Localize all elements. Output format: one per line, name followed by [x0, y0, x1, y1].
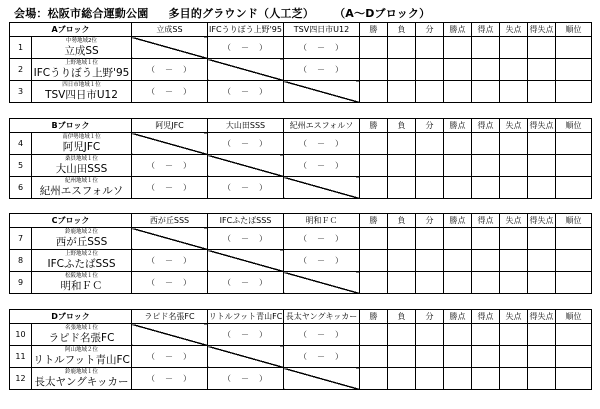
- stat-cell: [556, 250, 592, 272]
- stat-cell: [472, 324, 500, 346]
- team-cell: [32, 177, 132, 199]
- score-cell: （ － ）: [284, 324, 360, 346]
- stat-cell: [444, 59, 472, 81]
- field-label: 多目的グラウンド（人工芝）: [168, 7, 315, 20]
- team-row: [10, 272, 592, 294]
- team-name: TSV四日市U12: [45, 88, 118, 101]
- stat-cell: [500, 155, 528, 177]
- venue-label: 会場：松阪市総合運動公園: [14, 7, 149, 20]
- stat-cell: [500, 324, 528, 346]
- team-row: [10, 324, 592, 346]
- score-cell: （ － ）: [208, 324, 284, 346]
- stat-cell: [528, 324, 556, 346]
- stat-header: 失点: [500, 119, 528, 133]
- stat-cell: [528, 228, 556, 250]
- stat-cell: [360, 228, 388, 250]
- team-number: 11: [10, 346, 32, 368]
- stat-cell: [528, 250, 556, 272]
- stat-cell: [472, 250, 500, 272]
- stat-cell: [416, 177, 444, 199]
- stat-cell: [556, 346, 592, 368]
- opponent-header: 明和ＦＣ: [284, 214, 360, 228]
- team-name: 大山田SSS: [55, 162, 108, 175]
- stat-cell: [472, 37, 500, 59]
- stat-cell: [500, 37, 528, 59]
- team-row: [10, 228, 592, 250]
- self-match-cell: [284, 81, 360, 103]
- score-cell: （ － ）: [284, 59, 360, 81]
- team-region: 阿山地域２位: [65, 347, 99, 353]
- stat-cell: [528, 81, 556, 103]
- self-match-cell: [132, 133, 208, 155]
- self-match-cell: [208, 59, 284, 81]
- stat-cell: [360, 155, 388, 177]
- stat-header: 負: [388, 23, 416, 37]
- team-name: IFCふたばSSS: [47, 257, 116, 270]
- stat-cell: [444, 324, 472, 346]
- stat-cell: [416, 155, 444, 177]
- stat-cell: [444, 250, 472, 272]
- team-number: 12: [10, 368, 32, 390]
- stat-cell: [444, 133, 472, 155]
- self-match-cell: [208, 155, 284, 177]
- block-header-row: [10, 23, 592, 37]
- stat-header: 得点: [472, 214, 500, 228]
- opponent-header: ラピド名張FC: [132, 310, 208, 324]
- opponent-header: IFCふたばSSS: [208, 214, 284, 228]
- team-row: [10, 133, 592, 155]
- stat-cell: [528, 346, 556, 368]
- stat-header: 得点: [472, 310, 500, 324]
- score-cell: （ － ）: [284, 346, 360, 368]
- score-cell: （ － ）: [132, 250, 208, 272]
- team-region: 南伊勢地域１位: [62, 134, 101, 140]
- stat-cell: [360, 37, 388, 59]
- score-cell: （ － ）: [284, 133, 360, 155]
- stat-header: 得失点: [528, 23, 556, 37]
- team-cell: [32, 324, 132, 346]
- score-cell: （ － ）: [132, 59, 208, 81]
- team-row: [10, 346, 592, 368]
- team-name: ラピド名張FC: [48, 331, 115, 344]
- stat-cell: [500, 228, 528, 250]
- team-name: リトルフット青山FC: [33, 353, 130, 366]
- score-cell: （ － ）: [208, 272, 284, 294]
- stat-cell: [528, 155, 556, 177]
- team-name: 明和ＦＣ: [60, 279, 103, 292]
- stat-cell: [500, 346, 528, 368]
- stat-header: 分: [416, 214, 444, 228]
- page-header: [14, 5, 446, 21]
- team-region: 名張地域１位: [65, 325, 99, 331]
- opponent-header: 阿児JFC: [132, 119, 208, 133]
- stat-header: 負: [388, 214, 416, 228]
- stat-cell: [360, 346, 388, 368]
- score-cell: （ － ）: [208, 81, 284, 103]
- score-cell: （ － ）: [132, 155, 208, 177]
- stat-header: 得点: [472, 119, 500, 133]
- stat-cell: [416, 37, 444, 59]
- stat-cell: [416, 272, 444, 294]
- score-cell: （ － ）: [208, 177, 284, 199]
- stat-cell: [500, 59, 528, 81]
- stat-header: 分: [416, 23, 444, 37]
- stat-cell: [388, 81, 416, 103]
- stat-cell: [360, 368, 388, 390]
- stat-cell: [472, 272, 500, 294]
- stat-cell: [444, 228, 472, 250]
- opponent-header: リトルフット青山FC: [208, 310, 284, 324]
- stat-header: 勝点: [444, 214, 472, 228]
- team-number: 3: [10, 81, 32, 103]
- stat-cell: [500, 250, 528, 272]
- stat-cell: [360, 133, 388, 155]
- stat-cell: [556, 272, 592, 294]
- block-range-label: （A～Dブロック）: [334, 7, 431, 20]
- stat-cell: [360, 177, 388, 199]
- stat-cell: [388, 59, 416, 81]
- stat-cell: [360, 250, 388, 272]
- team-region: 上野地域２位: [64, 251, 98, 257]
- stat-header: 失点: [500, 310, 528, 324]
- stat-cell: [472, 81, 500, 103]
- team-number: 7: [10, 228, 32, 250]
- stat-header: 得点: [472, 23, 500, 37]
- opponent-header: 紀州エスフォルソ: [284, 119, 360, 133]
- team-region: 中勢地域2位: [66, 38, 97, 44]
- stat-cell: [556, 177, 592, 199]
- block-header-row: [10, 310, 592, 324]
- team-row: [10, 177, 592, 199]
- score-cell: （ － ）: [132, 81, 208, 103]
- stat-header: 勝: [360, 23, 388, 37]
- block-table: [9, 309, 592, 390]
- block-header-row: [10, 214, 592, 228]
- stat-header: 順位: [556, 310, 592, 324]
- stat-cell: [500, 133, 528, 155]
- stat-cell: [528, 272, 556, 294]
- stat-cell: [388, 250, 416, 272]
- block-table: [9, 213, 592, 294]
- stat-cell: [556, 59, 592, 81]
- stat-cell: [388, 346, 416, 368]
- score-cell: （ － ）: [284, 228, 360, 250]
- stat-cell: [360, 81, 388, 103]
- team-row: [10, 250, 592, 272]
- team-region: 上野地域１位: [64, 60, 98, 66]
- team-name: 立成SS: [64, 44, 99, 57]
- stat-header: 勝点: [444, 310, 472, 324]
- stat-cell: [528, 368, 556, 390]
- team-name: 阿児JFC: [62, 140, 101, 153]
- stat-cell: [416, 133, 444, 155]
- stat-header: 得失点: [528, 310, 556, 324]
- team-cell: [32, 81, 132, 103]
- stat-cell: [360, 59, 388, 81]
- opponent-header: 立成SS: [132, 23, 208, 37]
- stat-cell: [556, 133, 592, 155]
- stat-cell: [444, 155, 472, 177]
- stat-cell: [500, 81, 528, 103]
- stat-header: 失点: [500, 214, 528, 228]
- team-region: 鈴鹿地域２位: [64, 229, 98, 235]
- stat-header: 順位: [556, 119, 592, 133]
- stat-cell: [472, 177, 500, 199]
- stat-cell: [388, 368, 416, 390]
- team-number: 8: [10, 250, 32, 272]
- stat-cell: [388, 37, 416, 59]
- stat-cell: [556, 228, 592, 250]
- score-cell: （ － ）: [208, 133, 284, 155]
- stat-cell: [360, 324, 388, 346]
- stat-cell: [500, 177, 528, 199]
- team-cell: [32, 250, 132, 272]
- team-number: 6: [10, 177, 32, 199]
- block-name: Aブロック: [10, 23, 132, 37]
- self-match-cell: [284, 177, 360, 199]
- self-match-cell: [132, 324, 208, 346]
- stat-cell: [388, 228, 416, 250]
- self-match-cell: [208, 346, 284, 368]
- opponent-header: TSV四日市U12: [284, 23, 360, 37]
- team-region: 紀州地域１位: [64, 178, 98, 184]
- stat-cell: [388, 177, 416, 199]
- stat-cell: [556, 324, 592, 346]
- score-cell: （ － ）: [208, 368, 284, 390]
- score-cell: （ － ）: [132, 346, 208, 368]
- stat-header: 勝: [360, 310, 388, 324]
- stat-cell: [556, 155, 592, 177]
- opponent-header: 大山田SSS: [208, 119, 284, 133]
- team-row: [10, 81, 592, 103]
- team-row: [10, 59, 592, 81]
- team-number: 1: [10, 37, 32, 59]
- team-name: 紀州エスフォルソ: [39, 184, 124, 197]
- stat-cell: [528, 37, 556, 59]
- team-number: 5: [10, 155, 32, 177]
- team-cell: [32, 272, 132, 294]
- team-number: 2: [10, 59, 32, 81]
- block-header-row: [10, 119, 592, 133]
- stat-header: 勝: [360, 214, 388, 228]
- self-match-cell: [208, 250, 284, 272]
- team-cell: [32, 228, 132, 250]
- stat-cell: [416, 250, 444, 272]
- stat-header: 得失点: [528, 119, 556, 133]
- team-row: [10, 37, 592, 59]
- block-name: Bブロック: [10, 119, 132, 133]
- stat-header: 勝点: [444, 23, 472, 37]
- stat-cell: [472, 346, 500, 368]
- stat-header: 勝点: [444, 119, 472, 133]
- team-cell: [32, 37, 132, 59]
- score-cell: （ － ）: [284, 250, 360, 272]
- team-region: 鈴鹿地域１位: [65, 369, 99, 375]
- stat-cell: [472, 155, 500, 177]
- team-cell: [32, 133, 132, 155]
- block-table: [9, 118, 592, 199]
- stat-cell: [388, 272, 416, 294]
- stat-cell: [416, 324, 444, 346]
- stat-cell: [556, 37, 592, 59]
- score-cell: （ － ）: [132, 272, 208, 294]
- stat-cell: [528, 133, 556, 155]
- team-number: 9: [10, 272, 32, 294]
- team-cell: [32, 155, 132, 177]
- stat-cell: [444, 368, 472, 390]
- stat-cell: [528, 177, 556, 199]
- score-cell: （ － ）: [284, 155, 360, 177]
- stat-cell: [444, 272, 472, 294]
- stat-cell: [444, 346, 472, 368]
- stat-cell: [416, 81, 444, 103]
- stat-cell: [360, 272, 388, 294]
- stat-header: 負: [388, 119, 416, 133]
- team-region: 桑員地域１位: [64, 156, 98, 162]
- team-name: IFCうりぼう上野'95: [33, 66, 130, 79]
- team-region: 松阪地域１位: [64, 273, 98, 279]
- stat-cell: [388, 155, 416, 177]
- stat-cell: [472, 228, 500, 250]
- team-row: [10, 155, 592, 177]
- opponent-header: 西が丘SSS: [132, 214, 208, 228]
- stat-cell: [444, 81, 472, 103]
- stat-header: 得失点: [528, 214, 556, 228]
- stat-cell: [472, 368, 500, 390]
- score-cell: （ － ）: [208, 37, 284, 59]
- team-region: 四日市地域１位: [62, 82, 101, 88]
- team-number: 4: [10, 133, 32, 155]
- stat-header: 失点: [500, 23, 528, 37]
- self-match-cell: [284, 368, 360, 390]
- stat-cell: [528, 59, 556, 81]
- self-match-cell: [132, 37, 208, 59]
- stat-cell: [500, 272, 528, 294]
- team-cell: [32, 368, 132, 390]
- stat-header: 分: [416, 310, 444, 324]
- opponent-header: 長太ヤングキッカー: [284, 310, 360, 324]
- score-cell: （ － ）: [284, 37, 360, 59]
- stat-cell: [416, 228, 444, 250]
- block-name: Cブロック: [10, 214, 132, 228]
- stat-header: 勝: [360, 119, 388, 133]
- self-match-cell: [132, 228, 208, 250]
- stat-header: 負: [388, 310, 416, 324]
- self-match-cell: [284, 272, 360, 294]
- stat-cell: [444, 37, 472, 59]
- team-number: 10: [10, 324, 32, 346]
- stat-cell: [472, 59, 500, 81]
- stat-cell: [500, 368, 528, 390]
- stat-cell: [416, 59, 444, 81]
- score-cell: （ － ）: [132, 177, 208, 199]
- stat-header: 分: [416, 119, 444, 133]
- stat-cell: [556, 81, 592, 103]
- stat-cell: [444, 177, 472, 199]
- stat-cell: [416, 346, 444, 368]
- block-table: [9, 22, 592, 103]
- stat-header: 順位: [556, 214, 592, 228]
- score-cell: （ － ）: [208, 228, 284, 250]
- stat-cell: [416, 368, 444, 390]
- stat-cell: [388, 324, 416, 346]
- team-row: [10, 368, 592, 390]
- team-name: 長太ヤングキッカー: [34, 375, 129, 388]
- stat-cell: [388, 133, 416, 155]
- block-name: Dブロック: [10, 310, 132, 324]
- stat-header: 順位: [556, 23, 592, 37]
- team-name: 西が丘SSS: [55, 235, 108, 248]
- stat-cell: [472, 133, 500, 155]
- team-cell: [32, 59, 132, 81]
- opponent-header: IFCうりぼう上野'95: [208, 23, 284, 37]
- stat-cell: [556, 368, 592, 390]
- team-cell: [32, 346, 132, 368]
- score-cell: （ － ）: [132, 368, 208, 390]
